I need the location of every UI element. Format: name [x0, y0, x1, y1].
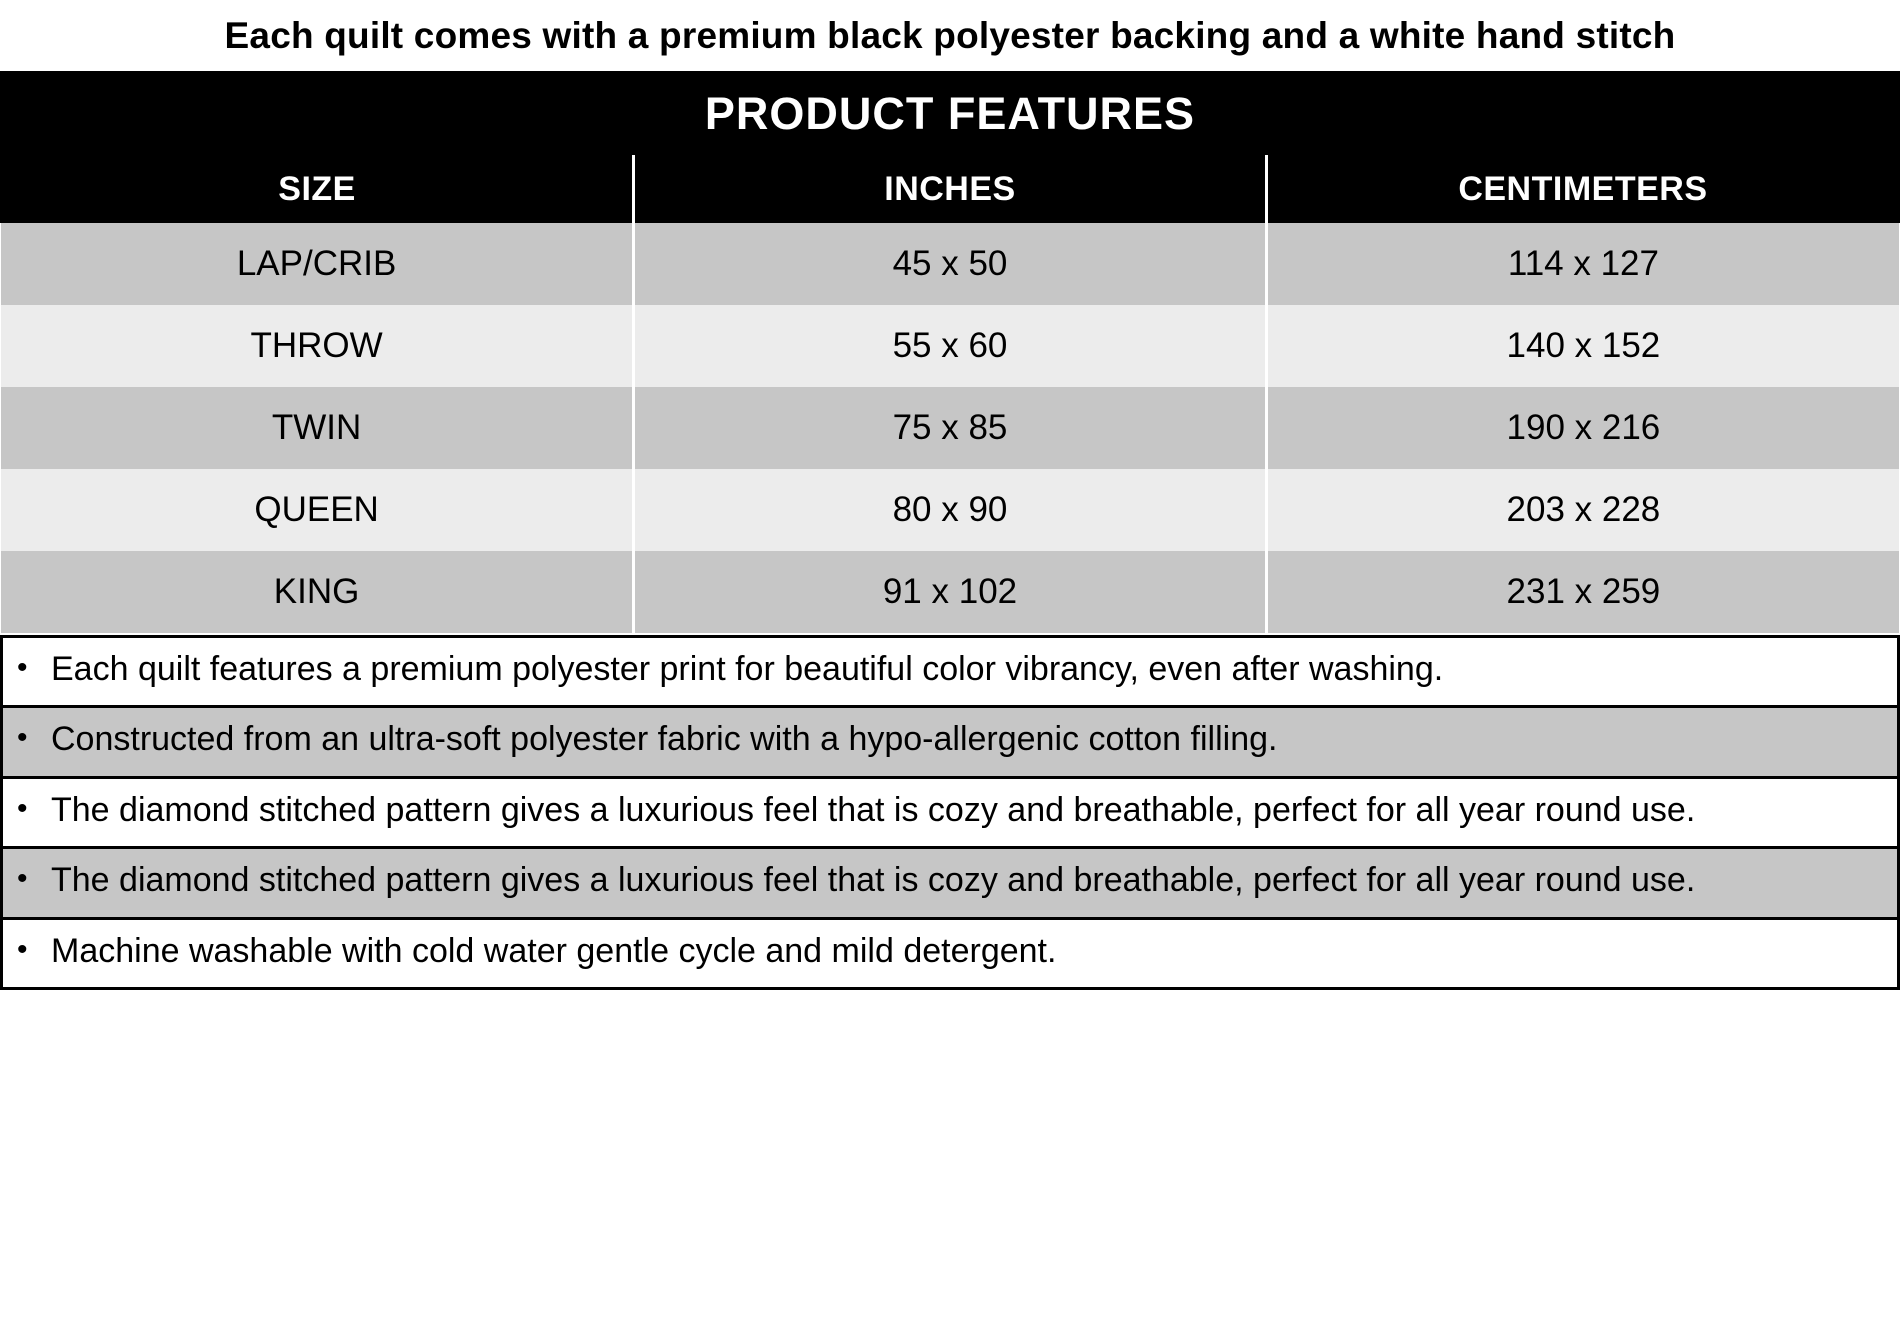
table-title-row	[1, 72, 1899, 156]
bullet-icon: •	[17, 721, 28, 755]
table-row	[1, 305, 1899, 387]
feature-bullet-list	[0, 635, 1900, 991]
cell-size: LAP/CRIB	[1, 223, 634, 305]
page-title: Each quilt comes with a premium black polyester backing and a white hand stitch	[224, 15, 1676, 56]
column-header-centimeters: CENTIMETERS	[1266, 156, 1899, 223]
list-item	[2, 707, 1899, 778]
cell-centimeters: 203 x 228	[1266, 469, 1899, 551]
table-row	[1, 223, 1899, 305]
cell-inches: 55 x 60	[634, 305, 1267, 387]
cell-inches: 80 x 90	[634, 469, 1267, 551]
cell-size: TWIN	[1, 387, 634, 469]
column-header-size: SIZE	[1, 156, 634, 223]
bullet-icon: •	[17, 791, 28, 825]
cell-centimeters: 190 x 216	[1266, 387, 1899, 469]
bullet-text: Machine washable with cold water gentle cycle and mild detergent.	[51, 931, 1057, 970]
bullet-icon: •	[17, 650, 28, 684]
bullet-icon: •	[17, 862, 28, 896]
cell-size: THROW	[1, 305, 634, 387]
cell-centimeters: 114 x 127	[1266, 223, 1899, 305]
table-row	[1, 469, 1899, 551]
cell-size: QUEEN	[1, 469, 634, 551]
bullet-text: Each quilt features a premium polyester print for beautiful color vibrancy, even after washing.	[51, 649, 1444, 688]
cell-centimeters: 140 x 152	[1266, 305, 1899, 387]
cell-centimeters: 231 x 259	[1266, 551, 1899, 633]
bullet-icon: •	[17, 932, 28, 966]
size-chart-table	[0, 71, 1900, 633]
cell-size: KING	[1, 551, 634, 633]
list-item	[2, 848, 1899, 919]
table-header-row	[1, 156, 1899, 223]
table-title: PRODUCT FEATURES	[1, 72, 1899, 156]
cell-inches: 45 x 50	[634, 223, 1267, 305]
list-item	[2, 636, 1899, 707]
bullet-text: The diamond stitched pattern gives a luxurious feel that is cozy and breathable, perfect for all year round use.	[51, 790, 1696, 829]
list-item	[2, 777, 1899, 848]
bullet-text: Constructed from an ultra-soft polyester fabric with a hypo-allergenic cotton filling.	[51, 720, 1278, 759]
cell-inches: 91 x 102	[634, 551, 1267, 633]
cell-inches: 75 x 85	[634, 387, 1267, 469]
table-row	[1, 387, 1899, 469]
column-header-inches: INCHES	[634, 156, 1267, 223]
list-item	[2, 918, 1899, 989]
bullet-text: The diamond stitched pattern gives a luxurious feel that is cozy and breathable, perfect for all year round use.	[51, 861, 1696, 900]
table-row	[1, 551, 1899, 633]
